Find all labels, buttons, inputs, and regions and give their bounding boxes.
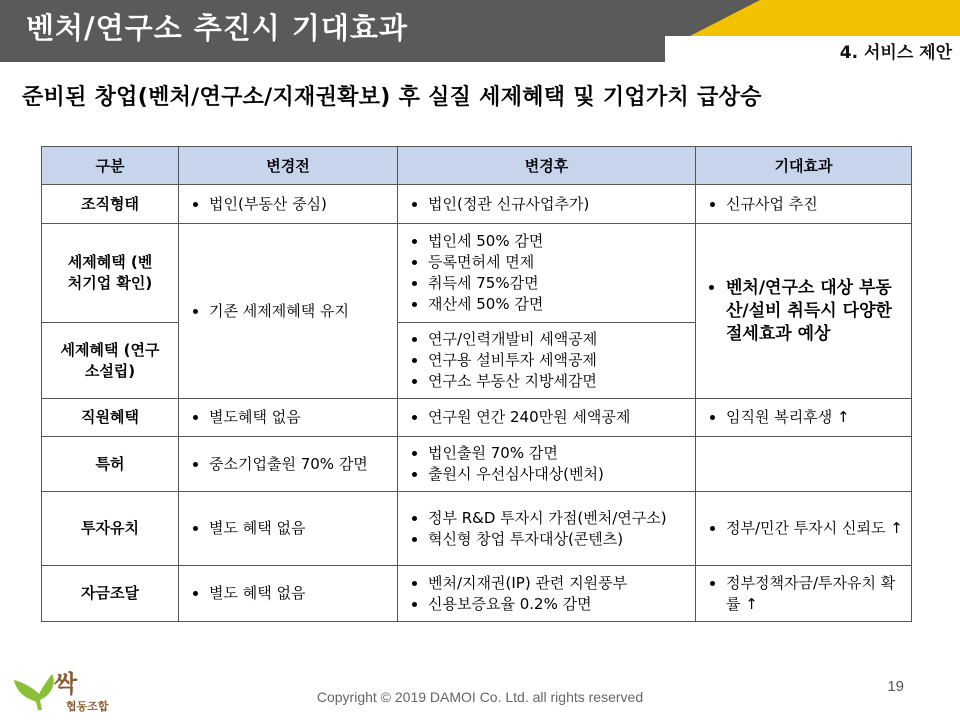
- list-item: • 법인(정관 신규사업추가): [428, 194, 689, 215]
- table-row: [42, 224, 912, 323]
- after-cell: [398, 437, 696, 492]
- list-item: • 연구용 설비투자 세액공제: [428, 350, 689, 371]
- list-item: • 정부 R&D 투자시 가점(벤처/연구소): [428, 508, 689, 529]
- list-item: • 중소기업출원 70% 감면: [209, 454, 391, 475]
- table-row: [42, 492, 912, 566]
- row-category: 조직형태: [42, 185, 179, 224]
- before-cell: [179, 224, 398, 399]
- list-item: • 법인(부동산 중심): [209, 194, 391, 215]
- section-label: 4. 서비스 제안: [839, 43, 952, 63]
- list-item: • 출원시 우선심사대상(벤처): [428, 464, 689, 485]
- table-row: [42, 399, 912, 437]
- list-item: • 별도 혜택 없음: [209, 583, 391, 604]
- column-header: 기대효과: [696, 147, 912, 185]
- table-row: [42, 185, 912, 224]
- table-header-row: [42, 147, 912, 185]
- before-cell: [179, 492, 398, 566]
- before-cell: [179, 566, 398, 622]
- after-cell: [398, 492, 696, 566]
- list-item: • 정부/민간 투자시 신뢰도 ↑: [726, 518, 905, 539]
- before-cell: [179, 437, 398, 492]
- page-number: 19: [887, 678, 904, 695]
- comparison-table: [41, 146, 912, 622]
- list-item: • 취득세 75%감면: [428, 273, 689, 294]
- list-item: • 연구/인력개발비 세액공제: [428, 329, 689, 350]
- list-item: • 임직원 복리후생 ↑: [726, 407, 905, 428]
- table-row: [42, 437, 912, 492]
- category-label: 세제혜택 (벤처기업 확인): [67, 253, 153, 292]
- effect-cell: [696, 437, 912, 492]
- logo-sub-text: 협동조합: [66, 700, 109, 713]
- page-title: 벤처/연구소 추진시 기대효과: [26, 11, 408, 45]
- list-item: • 벤처/연구소 대상 부동산/설비 취득시 다양한 절세효과 예상: [726, 277, 905, 346]
- list-item: • 별도혜택 없음: [209, 407, 391, 428]
- row-category: 직원혜택: [42, 399, 179, 437]
- row-category: 특허: [42, 437, 179, 492]
- list-item: • 법인출원 70% 감면: [428, 443, 689, 464]
- copyright-text: Copyright © 2019 DAMOI Co. Ltd. all rights reserved: [316, 689, 644, 705]
- column-header: 변경전: [179, 147, 398, 185]
- list-item: • 신규사업 추진: [726, 194, 905, 215]
- before-cell: [179, 399, 398, 437]
- row-category: [42, 224, 179, 323]
- column-header: 구분: [42, 147, 179, 185]
- after-cell: [398, 323, 696, 399]
- list-item: • 별도 혜택 없음: [209, 518, 391, 539]
- after-cell: [398, 185, 696, 224]
- column-header: 변경후: [398, 147, 696, 185]
- list-item: • 기존 세제제혜택 유지: [209, 301, 391, 322]
- row-category: [42, 323, 179, 399]
- list-item: • 벤처/지재권(IP) 관련 지원풍부: [428, 573, 689, 594]
- after-cell: [398, 566, 696, 622]
- effect-cell: [696, 492, 912, 566]
- logo-main-text: 싹: [54, 670, 78, 698]
- effect-cell: [696, 224, 912, 399]
- list-item: • 법인세 50% 감면: [428, 231, 689, 252]
- effect-cell: [696, 399, 912, 437]
- before-cell: [179, 185, 398, 224]
- after-cell: [398, 224, 696, 323]
- effect-cell: [696, 185, 912, 224]
- category-label: 세제혜택 (연구소설립): [60, 340, 160, 380]
- list-item: • 신용보증요율 0.2% 감면: [428, 594, 689, 615]
- row-category: 자금조달: [42, 566, 179, 622]
- after-cell: [398, 399, 696, 437]
- row-category: 투자유치: [42, 492, 179, 566]
- subtitle: 준비된 창업(벤처/연구소/지재권확보) 후 실질 세제혜택 및 기업가치 급상승: [22, 85, 762, 110]
- list-item: • 연구원 연간 240만원 세액공제: [428, 407, 689, 428]
- effect-cell: [696, 566, 912, 622]
- list-item: • 정부정책자금/투자유치 확률 ↑: [726, 573, 905, 615]
- list-item: • 연구소 부동산 지방세감면: [428, 371, 689, 392]
- table-row: [42, 566, 912, 622]
- list-item: • 등록면허세 면제: [428, 252, 689, 273]
- list-item: • 혁신형 창업 투자대상(콘텐츠): [428, 529, 689, 550]
- list-item: • 재산세 50% 감면: [428, 294, 689, 315]
